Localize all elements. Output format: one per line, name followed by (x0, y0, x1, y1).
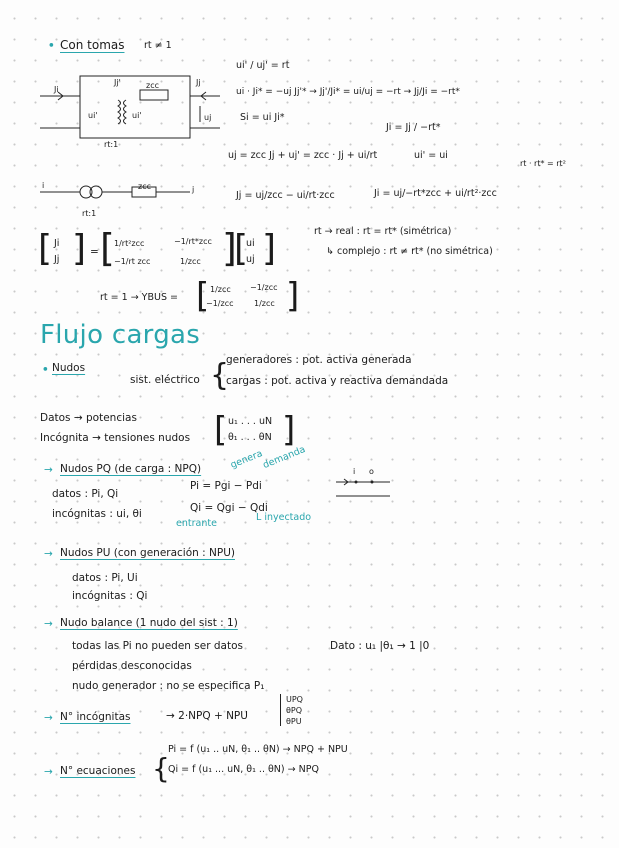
bullet: • (42, 364, 49, 376)
balance-line-3: nudo generador : no se especifica P₁ (72, 680, 265, 692)
heading-nudos: Nudos (52, 362, 86, 374)
label-node-i: i (42, 181, 45, 190)
arrow-icon: → (44, 766, 53, 778)
curly-brace: { (210, 358, 230, 393)
label-rt-2: rt:1 (82, 209, 97, 218)
label-ui-prime-left: ui' (88, 111, 98, 120)
bullet: • (48, 40, 55, 52)
matrix-bracket: ] (262, 228, 277, 269)
matrix-cell: −1/rt zcc (114, 257, 151, 266)
vector-bracket: ] (282, 410, 296, 450)
divider-line (280, 694, 281, 726)
ecuacion-pi: Pi = f (u₁ .. uN, θ₁ .. θN) → NPQ + NPU (168, 744, 348, 755)
eq-ji: Ji = Jj / −rt* (386, 122, 441, 133)
incognitas-pq: incógnitas : ui, θi (52, 508, 142, 520)
annotation-genera: genera (228, 448, 265, 471)
eq-pi: Pi = Pgi − Pdi (190, 480, 262, 492)
n-incognitas-eq: → 2·NPQ + NPU (166, 710, 248, 722)
matrix-cell: −1/rt*zcc (174, 237, 212, 246)
heading-n-incognitas: N° incógnitas (60, 711, 131, 723)
arrow-icon: → (44, 548, 53, 560)
pi-model-circuit-diagram (40, 182, 200, 212)
balance-line-1: todas las Pi no pueden ser datos (72, 640, 243, 652)
vector-row-theta: θ₁ . . . θN (228, 432, 272, 443)
section-title-flujo-cargas: Flujo cargas (40, 320, 201, 350)
eq-ratio: ui' / uj' = rt (236, 60, 290, 71)
ybus-label: rt = 1 → YBUS = (100, 292, 178, 303)
label-ji: Ji (54, 85, 59, 94)
heading-n-ecuaciones: N° ecuaciones (60, 765, 136, 777)
eq-si: Si = ui Ji* (240, 112, 285, 123)
heading-nudo-balance: Nudo balance (1 nudo del sist : 1) (60, 617, 238, 629)
label-node-j: j (192, 185, 195, 194)
ybus-cell: −1/zcc (206, 299, 234, 308)
equals-sign: = (90, 246, 99, 258)
vector-bracket: [ (214, 410, 228, 450)
curly-brace: { (152, 752, 170, 785)
label-sist-electrico: sist. eléctrico (130, 374, 200, 386)
eq-rt-squared: rt · rt* = rt² (520, 159, 566, 168)
label-zcc-2: zcc (138, 182, 151, 191)
label-uj: uj (204, 113, 212, 122)
datos-potencias: Datos → potencias (40, 412, 137, 424)
ecuacion-qi: Qi = f (u₁ ... uN, θ₁ .. θN) → NPQ (168, 764, 319, 775)
unknown-list-item: UPQ (286, 695, 303, 704)
ybus-cell: 1/zcc (254, 299, 275, 308)
eq-power: ui · Ji* = −uj Jj'* → Jj'/Ji* = ui/uj = −rt → Jj/Ji = −rt* (236, 87, 460, 97)
eq-qi: Qi = Qgi − Qdi (190, 502, 268, 514)
datos-pv: datos : Pi, Ui (72, 572, 138, 584)
annotation-inyectado: L inyectado (256, 512, 312, 523)
label-jj-prime: Jj' (114, 78, 121, 87)
ybus-cell: 1/zcc (210, 285, 231, 294)
item-cargas: cargas : pot. activa y reactiva demandada (226, 375, 449, 387)
note-rt-complejo: ↳ complejo : rt ≠ rt* (no simétrica) (326, 246, 493, 257)
matrix-bracket: ] (72, 228, 87, 269)
matrix-rhs-uj: uj (246, 254, 255, 265)
incognitas-pv: incógnitas : Qi (72, 590, 148, 602)
condition-rt: rt ≠ 1 (144, 40, 172, 51)
matrix-bracket: [ (234, 228, 249, 269)
vector-row-u: u₁ . . . uN (228, 416, 273, 427)
heading-nudos-pv: Nudos PU (con generación : NPU) (60, 547, 235, 559)
label-jj: Jj (196, 78, 201, 87)
unknown-list-item: θPU (286, 717, 302, 726)
dato-slack: Dato : u₁ |θ₁ → 1 |0 (330, 640, 430, 652)
note-rt-real: rt → real : rt = rt* (simétrica) (314, 226, 452, 237)
incognita-tensiones: Incógnita → tensiones nudos (40, 432, 191, 444)
eq-uj: uj = zcc Jj + uj' = zcc · Jj + ui/rt (228, 150, 378, 161)
ybus-bracket: ] (286, 276, 300, 316)
arrow-icon: → (44, 618, 53, 630)
eq-ji-expanded: Ji = uj/−rt*zcc + ui/rt²·zcc (374, 188, 497, 199)
eq-jj-expanded: Jj = uj/zcc − ui/rt·zcc (236, 190, 335, 201)
label-ui-prime-right: ui' (132, 111, 142, 120)
matrix-bracket: [ (100, 226, 115, 270)
node-line-diagram (334, 468, 394, 500)
annotation-demanda: demanda (261, 444, 308, 472)
label-node-o: o (369, 467, 374, 476)
matrix-rhs-ui: ui (246, 238, 255, 249)
unknown-list-item: θPQ (286, 706, 303, 715)
matrix-lhs-jj: Jj (54, 254, 60, 265)
ybus-bracket: [ (196, 276, 210, 316)
heading-nudos-pq: Nudos PQ (de carga : NPQ) (60, 463, 202, 475)
arrow-icon: → (44, 464, 53, 476)
balance-line-2: pérdidas desconocidas (72, 660, 192, 672)
datos-pq: datos : Pi, Qi (52, 488, 119, 500)
annotation-entrante: entrante (176, 518, 217, 529)
matrix-bracket: ] (222, 226, 237, 270)
matrix-cell: 1/zcc (180, 257, 201, 266)
section-title-con-tomas: Con tomas (60, 38, 125, 52)
matrix-cell: 1/rt²zcc (114, 239, 145, 248)
matrix-lhs-ji: Ji (54, 238, 60, 249)
label-rt-ratio: rt:1 (104, 140, 119, 149)
matrix-bracket: [ (38, 228, 53, 269)
label-zcc: zcc (146, 81, 159, 90)
item-generadores: generadores : pot. activa generada (226, 354, 412, 366)
ybus-cell: −1/zcc (250, 283, 278, 292)
arrow-icon: → (44, 712, 53, 724)
eq-ui-prime: ui' = ui (414, 150, 448, 161)
label-node-i2: i (353, 467, 356, 476)
